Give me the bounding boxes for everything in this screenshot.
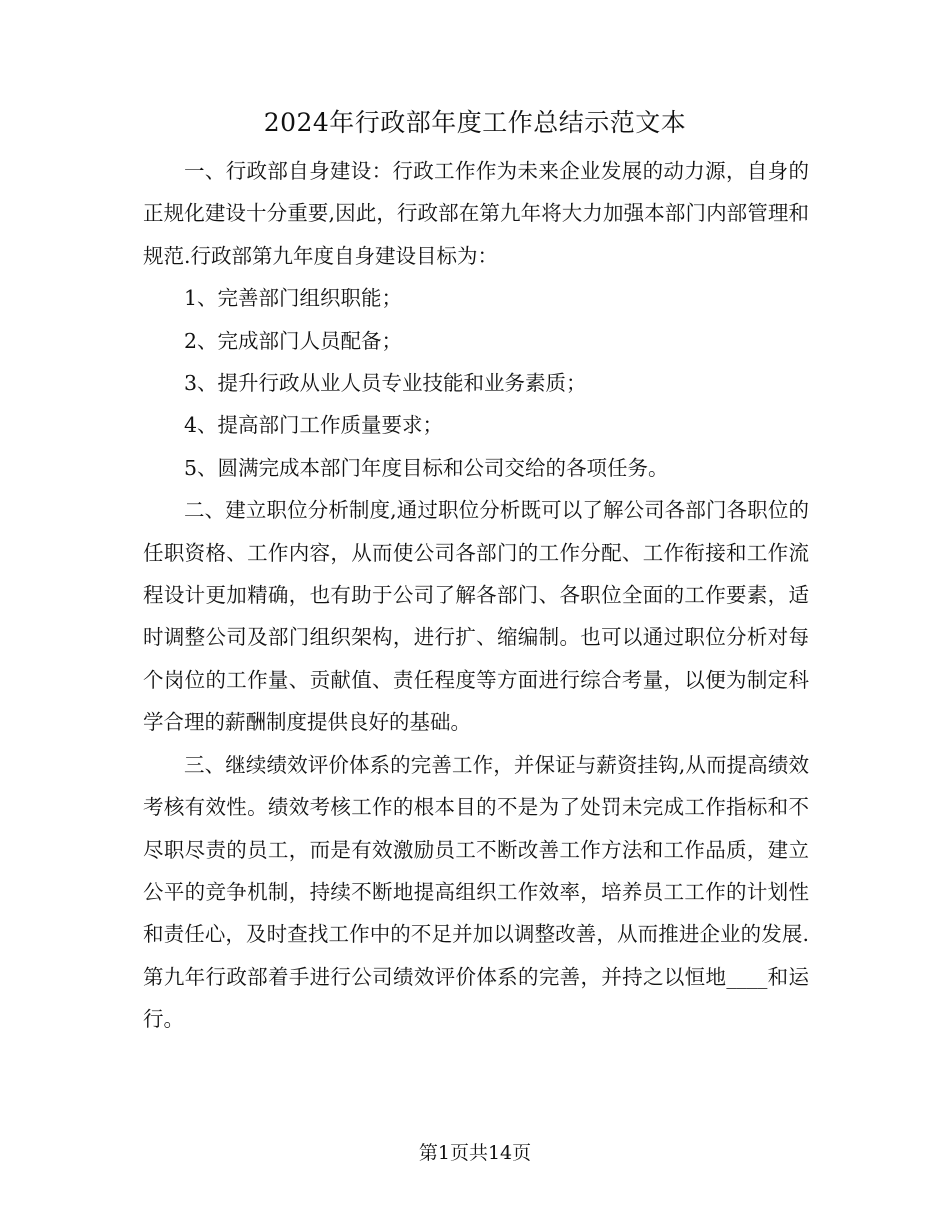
- intro-paragraph: 一、行政部自身建设：行政工作作为未来企业发展的动力源，自身的正规化建设十分重要,因此，行政部在第九年将大力加强本部门内部管理和规范.行政部第九年度自身建设目标为：: [143, 159, 809, 268]
- goal-item-3: 3、提升行政从业人员专业技能和业务素质；: [184, 371, 587, 396]
- goal-item-1: 1、完善部门组织职能；: [184, 286, 403, 311]
- section-two-paragraph: 二、建立职位分析制度,通过职位分析既可以了解公司各部门各职位的任职资格、工作内容，从而使公司各部门的工作分配、工作衔接和工作流程设计更加精确，也有助于公司了解各部门、各职位全面的工作要素，适时调整公司及部门组织架构，进行扩、缩编制。也可以通过职位分析对每个岗位的工作量、贡献值、责任程度等方面进行综合考量，以便为制定科学合理的薪酬制度提供良好的基础。: [143, 498, 809, 735]
- page-indicator: 第1页共14页: [418, 1142, 532, 1164]
- goal-item-5: 5、圆满完成本部门年度目标和公司交给的各项任务。: [184, 455, 669, 480]
- goal-item-2: 2、完成部门人员配备；: [184, 328, 403, 353]
- goal-item-4: 4、提高部门工作质量要求；: [184, 413, 444, 438]
- document-body: [143, 150, 809, 1041]
- section-three-paragraph: 三、继续绩效评价体系的完善工作，并保证与薪资挂钩,从而提高绩效考核有效性。绩效考核工作的根本目的不是为了处罚未完成工作指标和不尽职尽责的员工，而是有效激励员工不断改善工作方法和工作品质，建立公平的竞争机制，持续不断地提高组织工作效率，培养员工工作的计划性和责任心，及时查找工作中的不足并加以调整改善，从而推进企业的发展.第九年行政部着手进行公司绩效评价体系的完善，并持之以恒地____和运行。: [143, 752, 809, 1032]
- document-title: 2024年行政部年度工作总结示范文本: [263, 108, 687, 137]
